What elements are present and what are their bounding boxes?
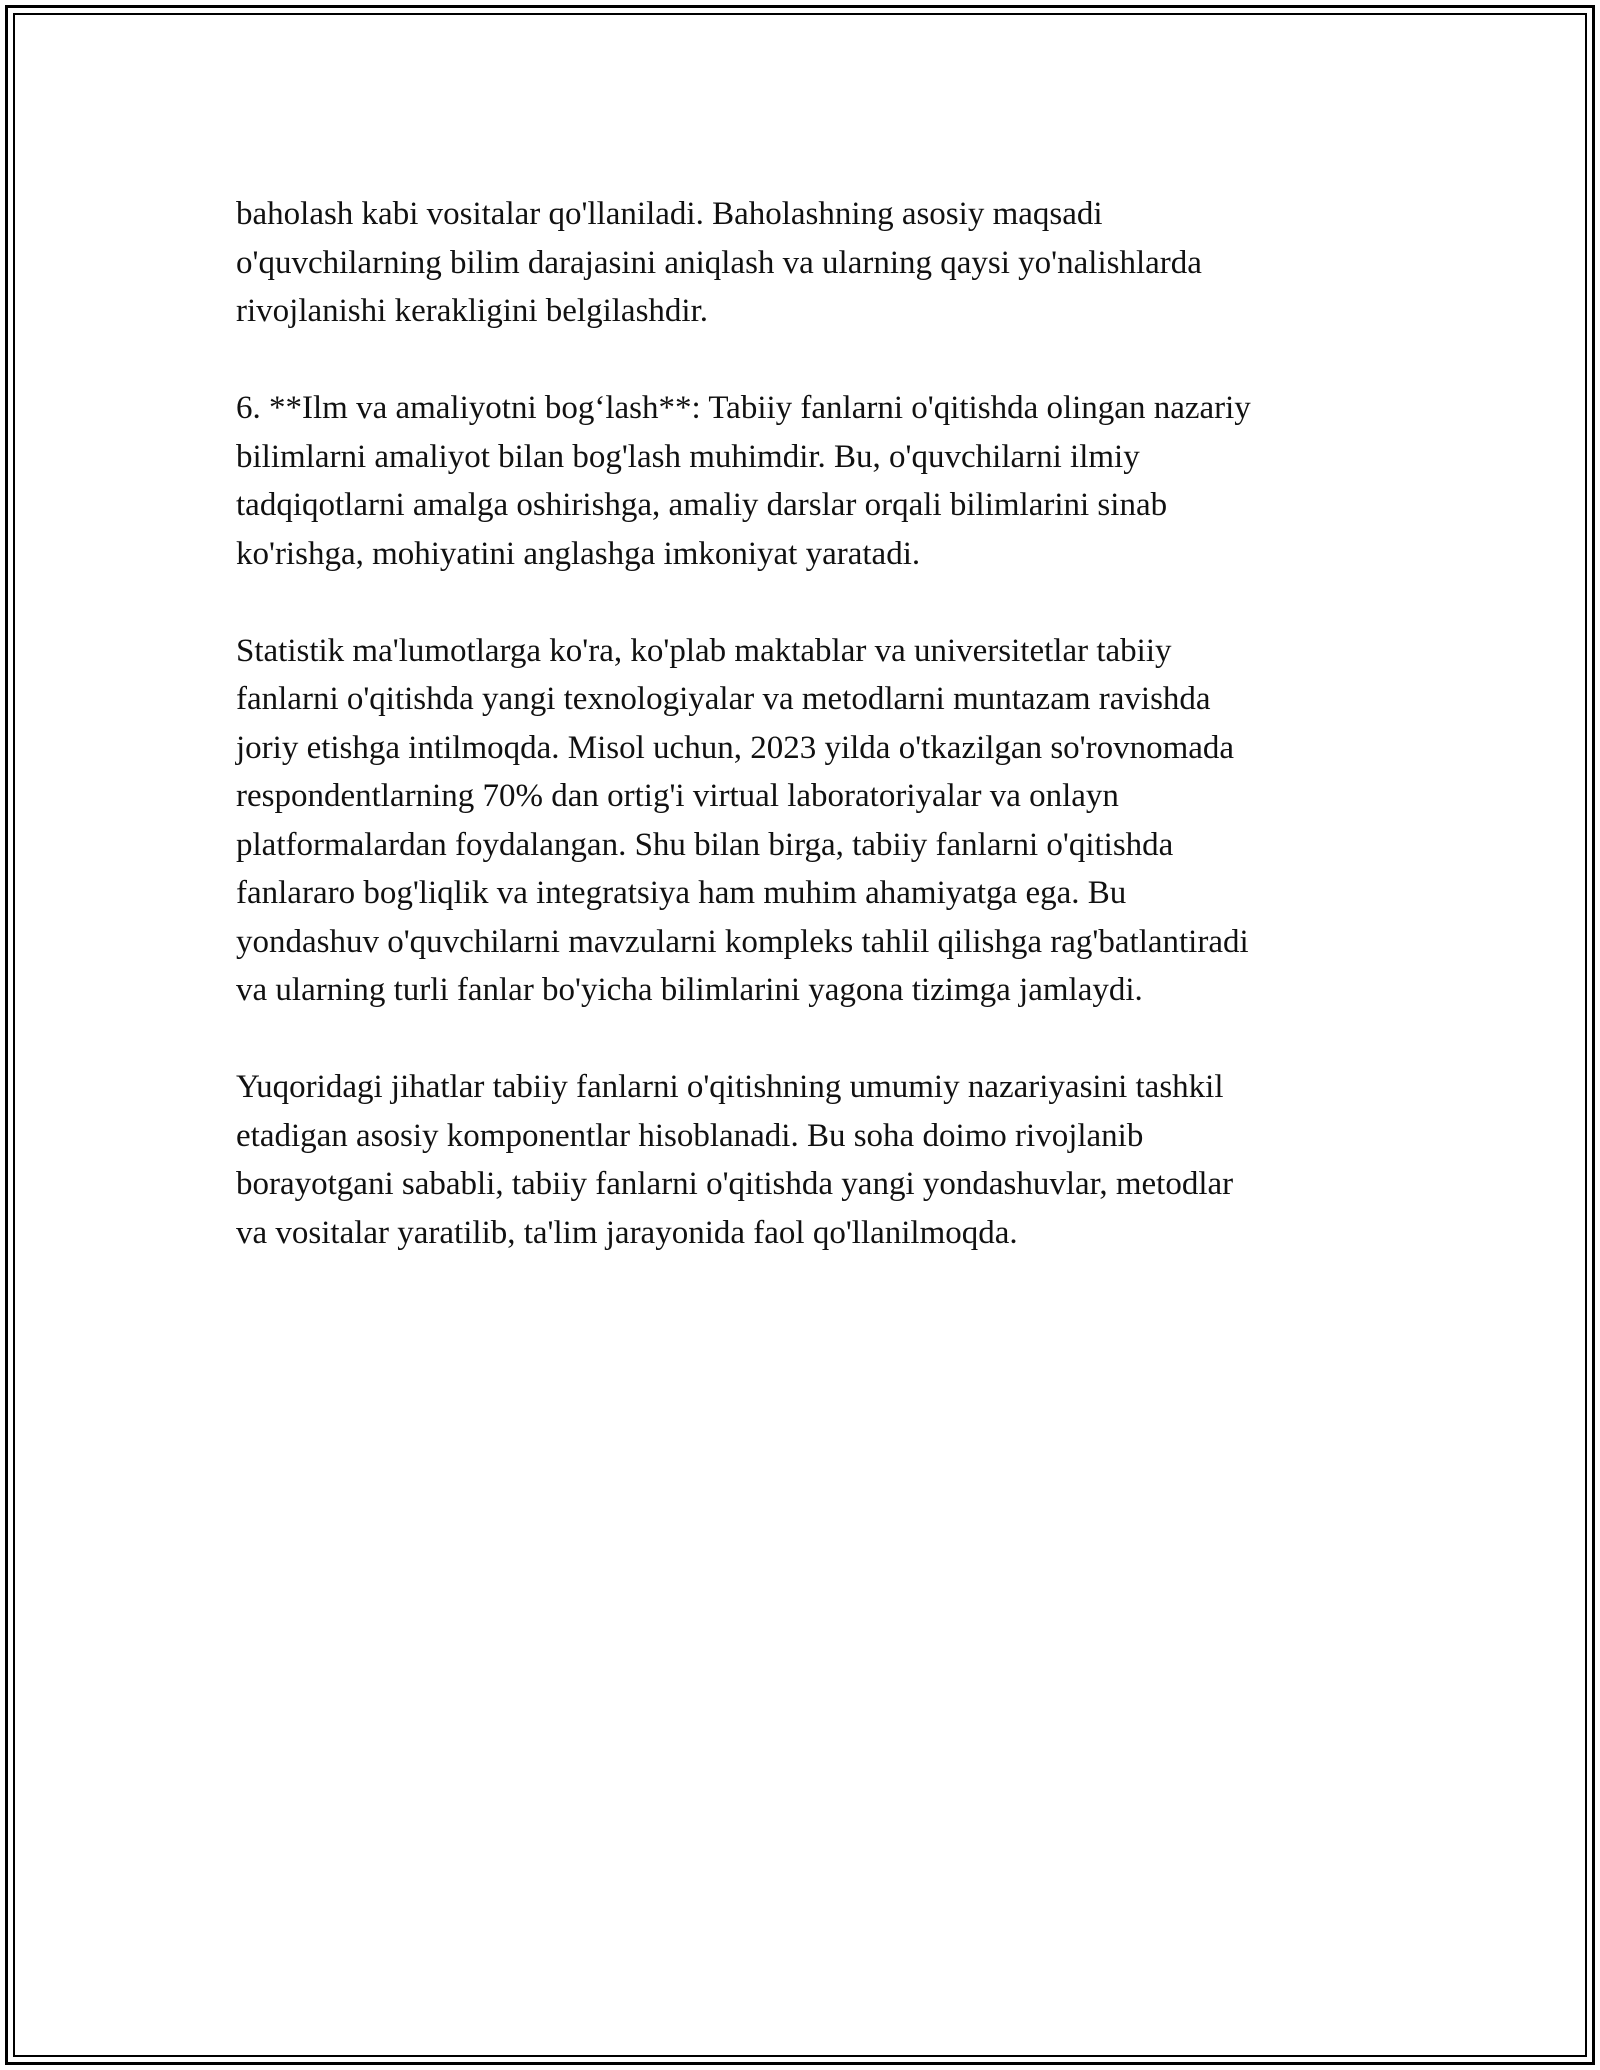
text-line: Statistik ma'lumotlarga ko'ra, ko'plab maktablar va universitetlar tabiiy [236,632,1172,669]
text-line: Yuqoridagi jihatlar tabiiy fanlarni o'qitishning umumiy nazariyasini tashkil [236,1069,1224,1105]
text-line: baholash kabi vositalar qo'llaniladi. Baholashning asosiy maqsadi [236,196,1103,232]
text-line: respondentlarning 70% dan ortig'i virtual laboratoriyalar va onlayn [236,778,1119,814]
paragraph-statistics [236,627,1376,1015]
text-line: yondashuv o'quvchilarni mavzularni kompleks tahlil qilishga rag'batlantiradi [236,923,1249,960]
text-line: fanlarni o'qitishda yangi texnologiyalar va metodlarni muntazam ravishda [236,681,1211,717]
text-line: etadigan asosiy komponentlar hisoblanadi. Bu soha doimo rivojlanib [236,1117,1144,1154]
text-line: rivojlanishi kerakligini belgilashdir. [236,293,709,329]
text-line: platformalardan foydalangan. Shu bilan birga, tabiiy fanlarni o'qitishda [236,826,1174,863]
text-line: va ularning turli fanlar bo'yicha bilimlarini yagona tizimga jamlaydi. [236,972,1143,1008]
text-line: joriy etishga intilmoqda. Misol uchun, 2023 yilda o'tkazilgan so'rovnomada [236,729,1235,766]
text-line: va vositalar yaratilib, ta'lim jarayonida faol qo'llanilmoqda. [236,1214,1018,1251]
text-line: fanlararo bog'liqlik va integratsiya ham muhim ahamiyatga ega. Bu [236,875,1127,911]
paragraph-theory-practice [236,384,1376,578]
text-line: tadqiqotlarni amalga oshirishga, amaliy darslar orqali bilimlarini sinab [236,487,1168,523]
text-line: ko'rishga, mohiyatini anglashga imkoniyat yaratadi. [236,535,921,572]
text-line: bilimlarni amaliyot bilan bog'lash muhimdir. Bu, o'quvchilarni ilmiy [236,438,1140,475]
paragraph-conclusion [236,1063,1376,1257]
text-line: borayotgani sababli, tabiiy fanlarni o'qitishda yangi yondashuvlar, metodlar [236,1166,1234,1202]
text-line: 6. **Ilm va amaliyotni bog‘lash**: Tabiiy fanlarni o'qitishda olingan nazariy [236,390,1251,426]
document-body [236,190,1376,1306]
text-line: o'quvchilarning bilim darajasini aniqlash va ularning qaysi yo'nalishlarda [236,244,1202,281]
paragraph-assessment [236,190,1376,336]
